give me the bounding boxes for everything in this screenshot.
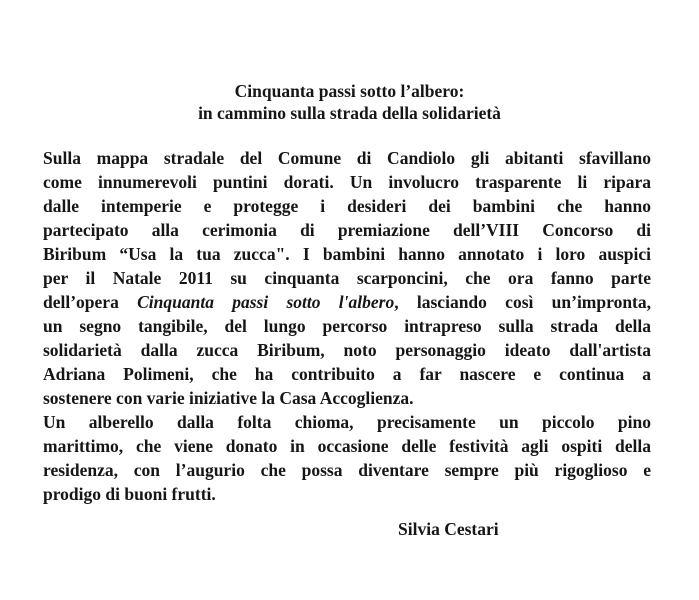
body-line-15: prodigo di buoni frutti. — [43, 484, 216, 504]
body-line-9: solidarietà dalla zucca Biribum, noto personaggio ideato dall'artista — [43, 340, 651, 360]
body-line-2: come innumerevoli puntini dorati. Un involucro trasparente li ripara — [43, 172, 651, 192]
title-line-2: in cammino sulla strada della solidarietà — [198, 103, 501, 123]
body-line-5: Biribum “Usa la tua zucca". I bambini hanno annotato i loro auspici — [43, 244, 651, 264]
signature: Silvia Cestari — [398, 519, 499, 539]
artwork-title: Cinquanta passi sotto l'albero — [137, 292, 395, 312]
body-line-3: dalle intemperie e protegge i desideri dei bambini che hanno — [43, 196, 651, 216]
body-line-6: per il Natale 2011 su cinquanta scarponcini, che ora fanno parte — [43, 268, 651, 288]
body-line-1: Sulla mappa stradale del Comune di Candiolo gli abitanti sfavillano — [43, 148, 651, 168]
body-line-11: sostenere con varie iniziative la Casa Accoglienza. — [43, 388, 414, 408]
body-line-13: marittimo, che viene donato in occasione delle festività agli ospiti della — [43, 436, 651, 456]
body-line-10: Adriana Polimeni, che ha contribuito a far nascere e continua a — [43, 364, 651, 384]
body-line-7-after: , lasciando così un’impronta, — [394, 292, 652, 312]
body-line-14: residenza, con l’augurio che possa diventare sempre più rigoglioso e — [43, 460, 651, 480]
body-line-8: un segno tangibile, del lungo percorso intrapreso sulla strada della — [43, 316, 651, 336]
body-line-4: partecipato alla cerimonia di premiazione dell’VIII Concorso di — [43, 220, 651, 240]
body-line-7-before: dell’opera — [43, 292, 138, 312]
body-line-12: Un alberello dalla folta chioma, precisamente un piccolo pino — [43, 412, 651, 432]
title-line-1: Cinquanta passi sotto l’albero: — [234, 81, 465, 101]
body-line-7 — [43, 290, 651, 314]
